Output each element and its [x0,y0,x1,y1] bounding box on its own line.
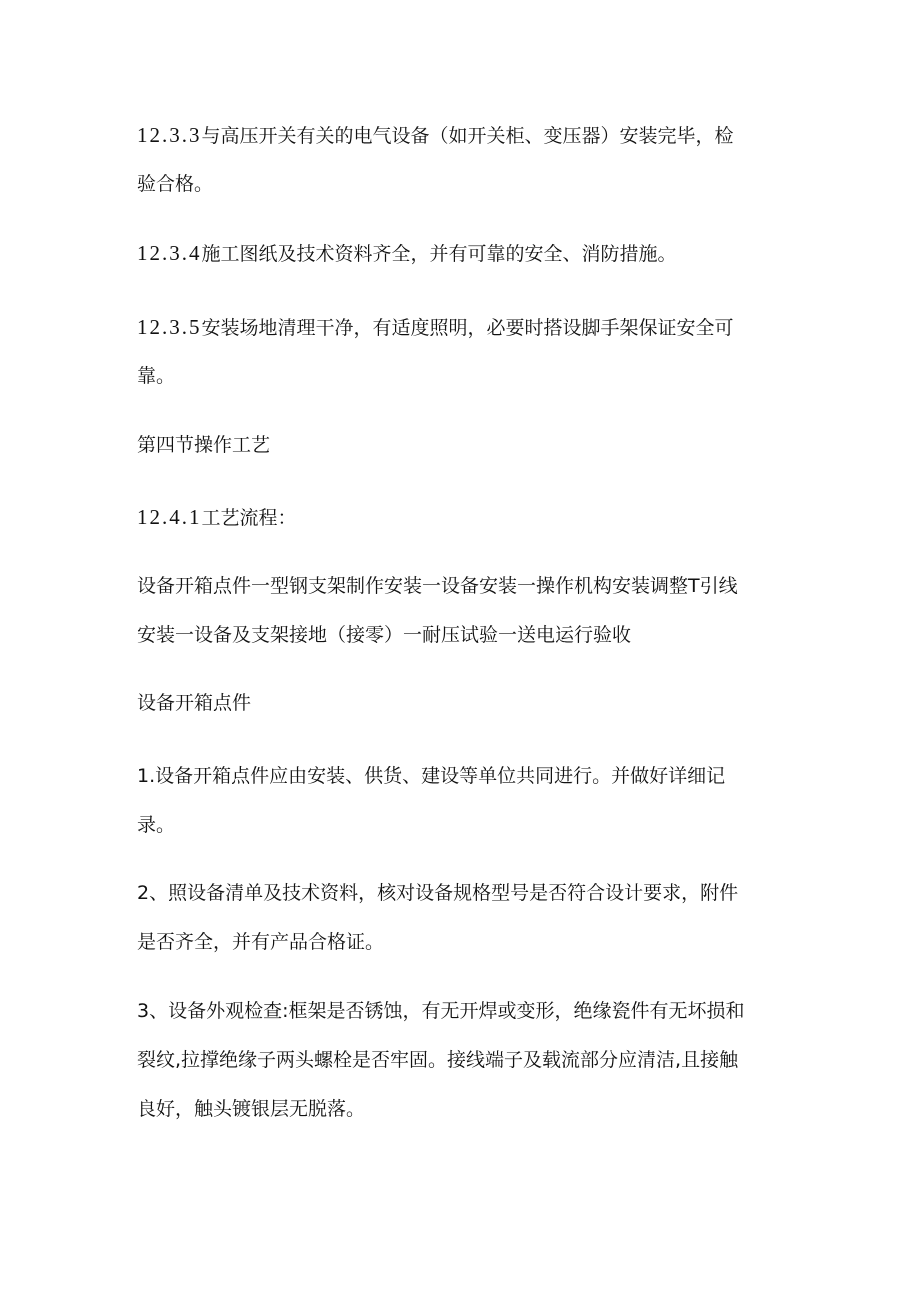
text-line: 是否齐全，并有产品合格证。 [137,931,385,953]
paragraph-12-3-4 [137,229,787,278]
text-line: 裂纹,拉撑绝缘子两头螺栓是否牢固。接线端子及载流部分应清洁,且接触 [137,1049,739,1071]
text-line [137,111,787,160]
clause-number: 12.3.5 [137,315,202,339]
text-line: 靠。 [137,365,176,387]
text-content: 工艺流程： [201,507,297,529]
text-content: 与高压开关有关的电气设备（如开关柜、变压器）安装完毕，检 [201,125,734,147]
paragraph-12-4-1 [137,493,787,542]
subheading [137,679,787,728]
text-line: 设备开箱点件 [137,692,252,714]
text-content: 安装场地清理干净，有适度照明，必要时搭设脚手架保证安全可 [201,317,734,339]
clause-number: 12.3.4 [137,241,202,265]
section-heading [137,421,787,470]
text-line [137,493,787,542]
text-line [137,229,787,278]
clause-number: 12.4.1 [137,505,202,529]
list-item-1 [137,752,787,850]
text-line: 3、设备外观检查:框架是否锈蚀，有无开焊或变形，绝缘瓷件有无坏损和 [137,1000,745,1022]
clause-number: 12.3.3 [137,123,202,147]
list-item-2 [137,869,787,967]
paragraph-process-flow [137,562,787,660]
text-line: 第四节操作工艺 [137,434,271,456]
text-line: 良好，触头镀银层无脱落。 [137,1098,366,1120]
text-content: 施工图纸及技术资料齐全，并有可靠的安全、消防措施。 [201,243,677,265]
list-item-3 [137,987,787,1134]
text-line: 录。 [137,814,176,836]
paragraph-12-3-3 [137,111,787,209]
text-line [137,303,787,352]
text-line: 验合格。 [137,173,214,195]
paragraph-12-3-5 [137,303,787,401]
text-line: 1.设备开箱点件应由安装、供货、建设等单位共同进行。并做好详细记 [137,765,726,787]
text-line: 设备开箱点件一型钢支架制作安装一设备安装一操作机构安装调整T引线 [137,575,738,597]
text-line: 2、照设备清单及技术资料，核对设备规格型号是否符合设计要求，附件 [137,882,739,904]
text-line: 安装一设备及支架接地（接零）一耐压试验一送电运行验收 [137,624,632,646]
